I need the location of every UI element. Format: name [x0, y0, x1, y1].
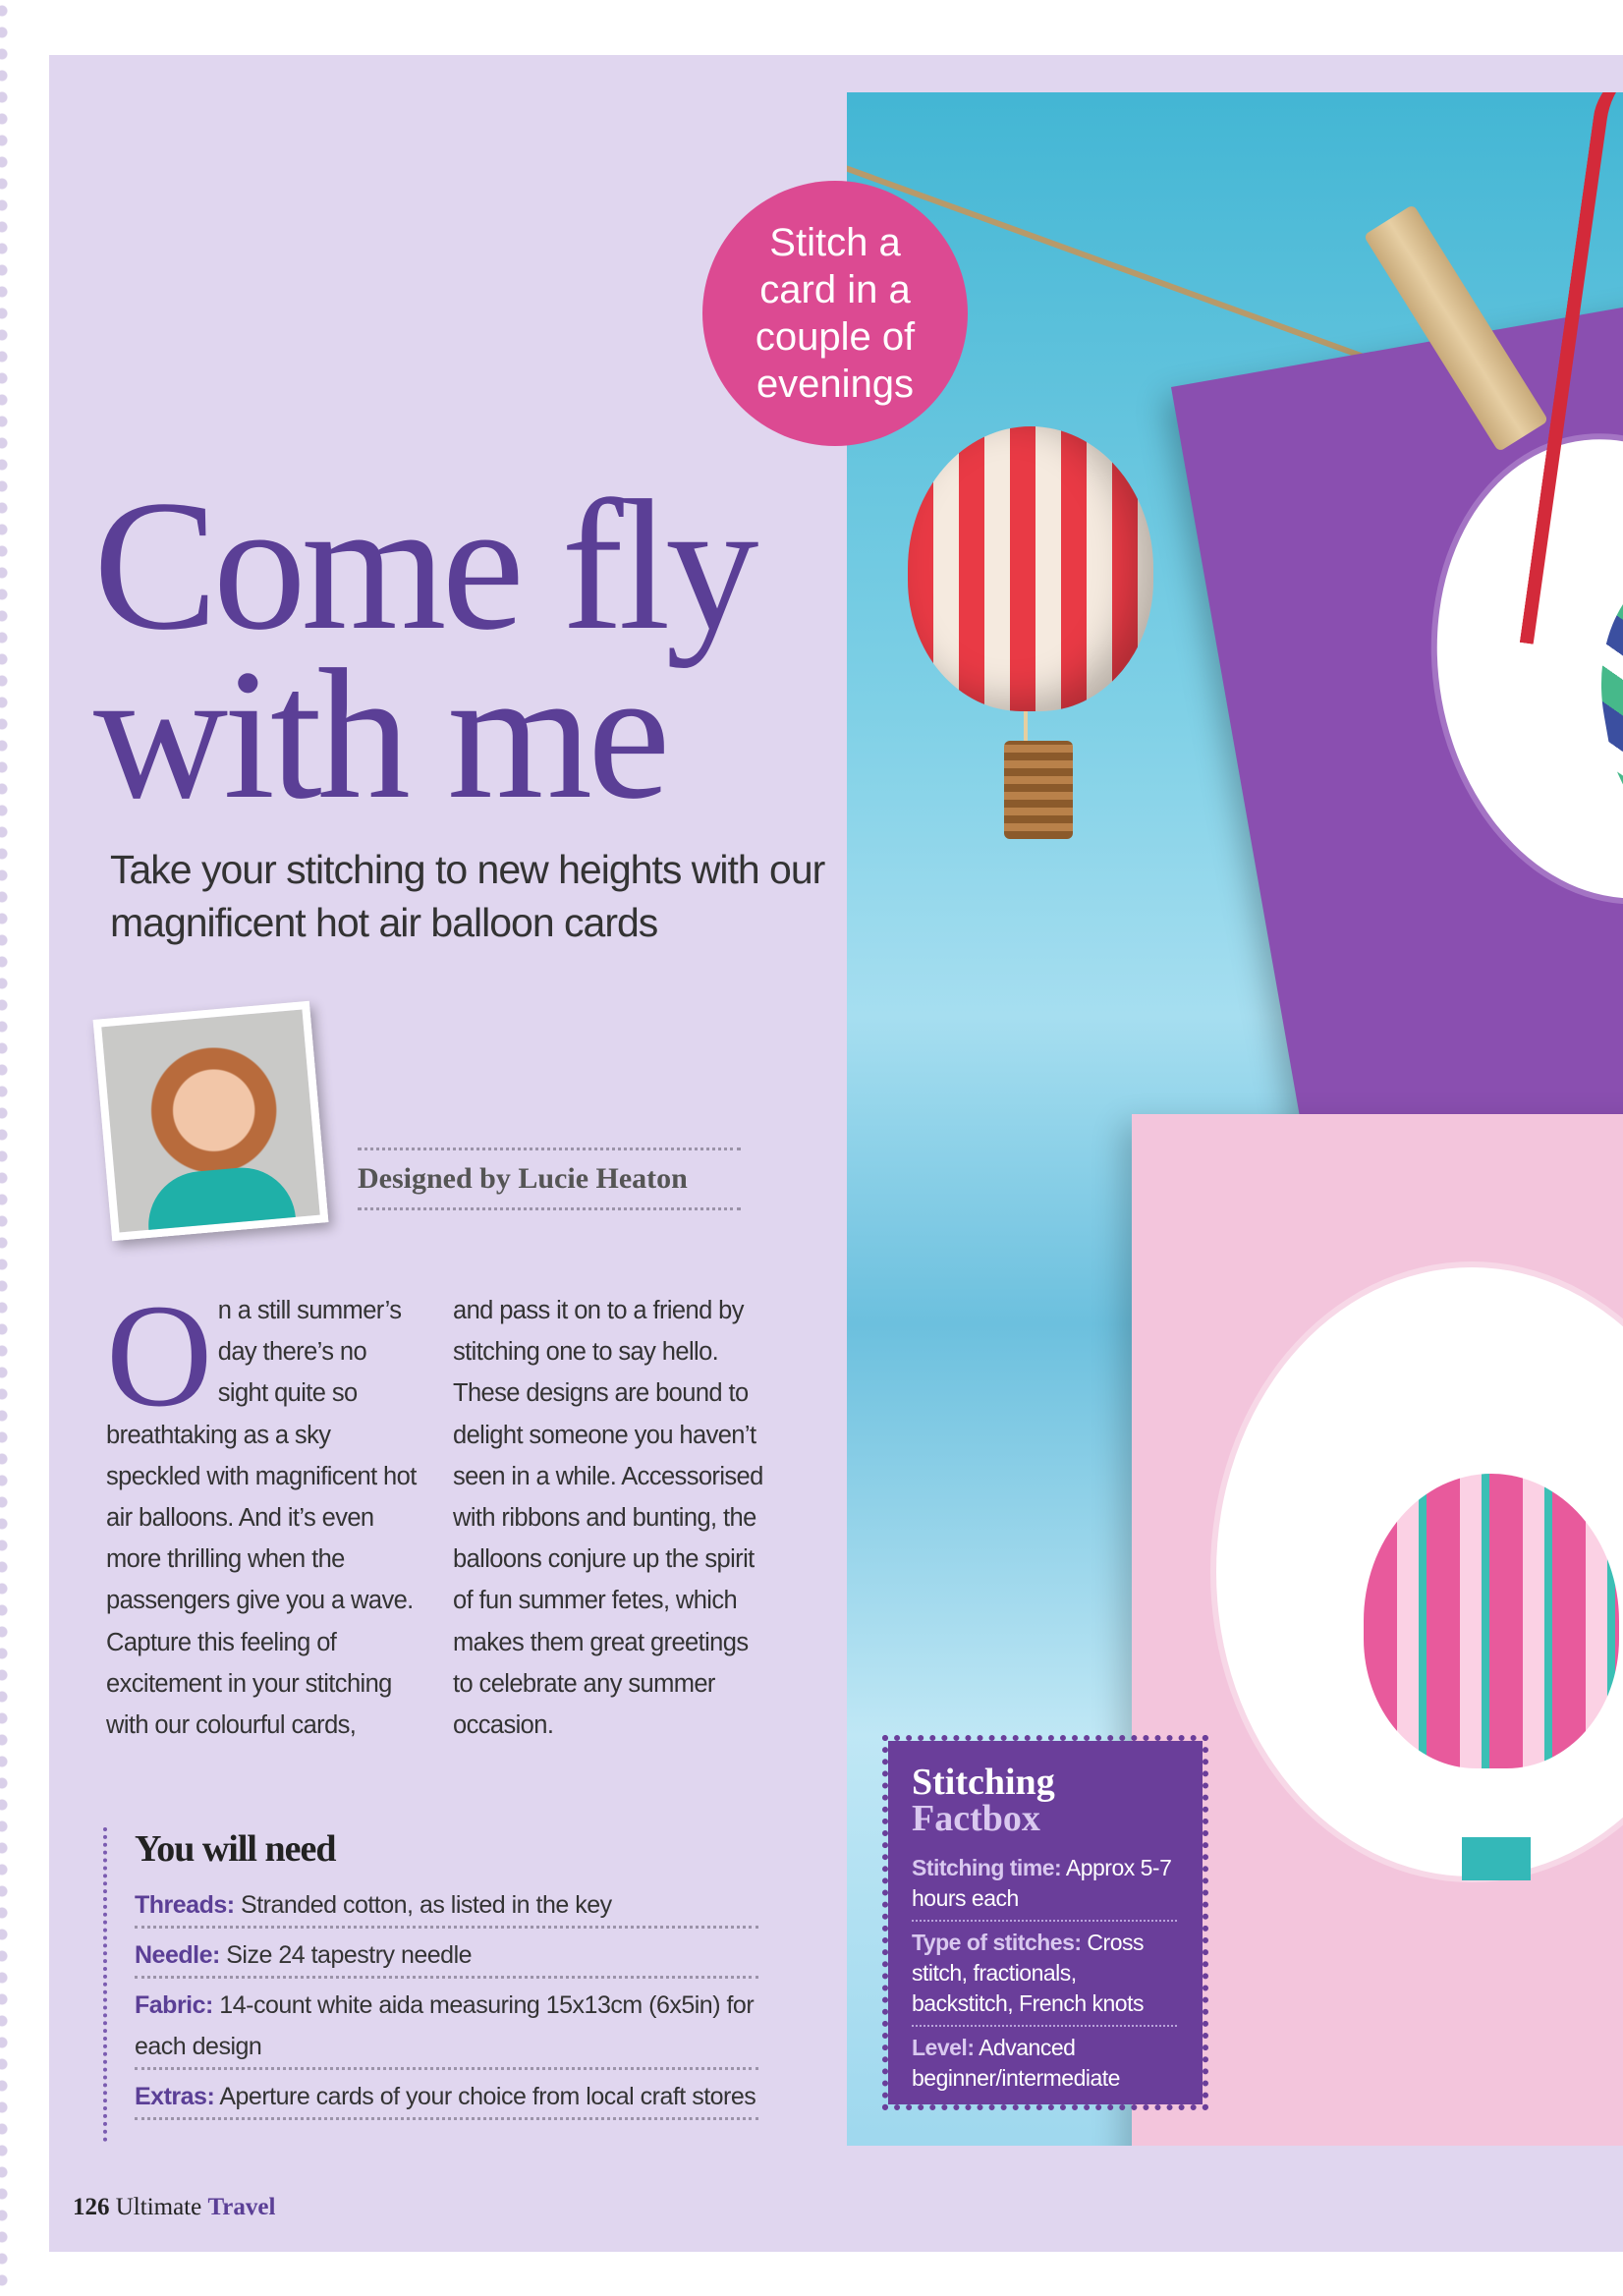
designer-credit: Designed by Lucie Heaton [358, 1148, 741, 1210]
section-name: Travel [207, 2194, 276, 2220]
need-item-threads [135, 1884, 758, 1929]
need-item-key: Needle: [135, 1941, 220, 1969]
page-number: 126 [73, 2194, 110, 2220]
factbox-key: Level: [912, 2035, 975, 2060]
designer-portrait [93, 1001, 329, 1241]
factbox-key: Type of stitches: [912, 1930, 1082, 1955]
page-edge-dots [0, 0, 10, 2296]
factbox-value: Approx 5-7 hours each [912, 1855, 1172, 1911]
stitched-balloon-pink [1364, 1474, 1619, 1768]
factbox-value: Cross stitch, fractionals, backstitch, French knots [912, 1930, 1144, 2016]
need-item-value: 14-count white aida measuring 15x13cm (6x5in) for each design [135, 1991, 755, 2060]
you-will-need-box [103, 1827, 758, 2142]
need-item-value: Stranded cotton, as listed in the key [234, 1891, 612, 1919]
title-line-2: with me [93, 632, 666, 838]
stitching-factbox [888, 1741, 1203, 2104]
need-item-key: Extras: [135, 2083, 215, 2110]
factbox-item-stitches [912, 1928, 1177, 2027]
factbox-title: Stitching [912, 1762, 1055, 1803]
need-item-extras [135, 2076, 758, 2120]
page-title [93, 463, 840, 838]
pink-aperture-card [1132, 1114, 1623, 2146]
title-line-1: Come fly [93, 463, 755, 669]
promo-badge [702, 181, 968, 446]
card-aperture [1210, 1261, 1623, 1882]
factbox-subtitle: Factbox [912, 1798, 1040, 1839]
factbox-item-level [912, 2033, 1177, 2100]
body-column-right: and pass it on to a friend by stitching one to say hello. These designs are bound to delight someone you haven’t seen in a while. Accessorised with ribbons and bunting, the balloons conjure up the spirit of fun summer fetes, which makes them great greetings to celebrate any summer occasion. [453, 1297, 763, 1740]
need-item-value: Size 24 tapestry needle [219, 1941, 473, 1969]
need-item-needle [135, 1934, 758, 1979]
wicker-basket [1004, 741, 1073, 839]
stitched-basket [1462, 1837, 1531, 1880]
factbox-item-time [912, 1853, 1177, 1922]
need-item-fabric [135, 1985, 758, 2070]
magazine-name: Ultimate [115, 2194, 202, 2220]
body-text-left: n a still summer’s day there’s no sight quite so breathtaking as a sky speckled with magnificent hot air balloons. And it’s even more thrilling when the passengers give you a wave. Capture this feeling of excitement in your stitching with our colourful cards, [106, 1297, 417, 1740]
drop-cap: O [106, 1274, 212, 1437]
you-will-need-title: You will need [135, 1828, 336, 1870]
body-column-left [106, 1274, 420, 1746]
factbox-key: Stitching time: [912, 1855, 1062, 1880]
need-item-value: Aperture cards of your choice from local craft stores [214, 2083, 756, 2110]
need-item-key: Fabric: [135, 1991, 213, 2019]
promo-badge-text: Stitch a card in a couple of evenings [755, 221, 916, 406]
need-item-key: Threads: [135, 1891, 235, 1919]
striped-balloon-ornament [908, 426, 1153, 711]
standfirst: Take your stitching to new heights with our magnificent hot air balloon cards [110, 847, 825, 945]
factbox-value: Advanced beginner/intermediate [912, 2035, 1120, 2091]
page-footer [73, 2194, 275, 2221]
